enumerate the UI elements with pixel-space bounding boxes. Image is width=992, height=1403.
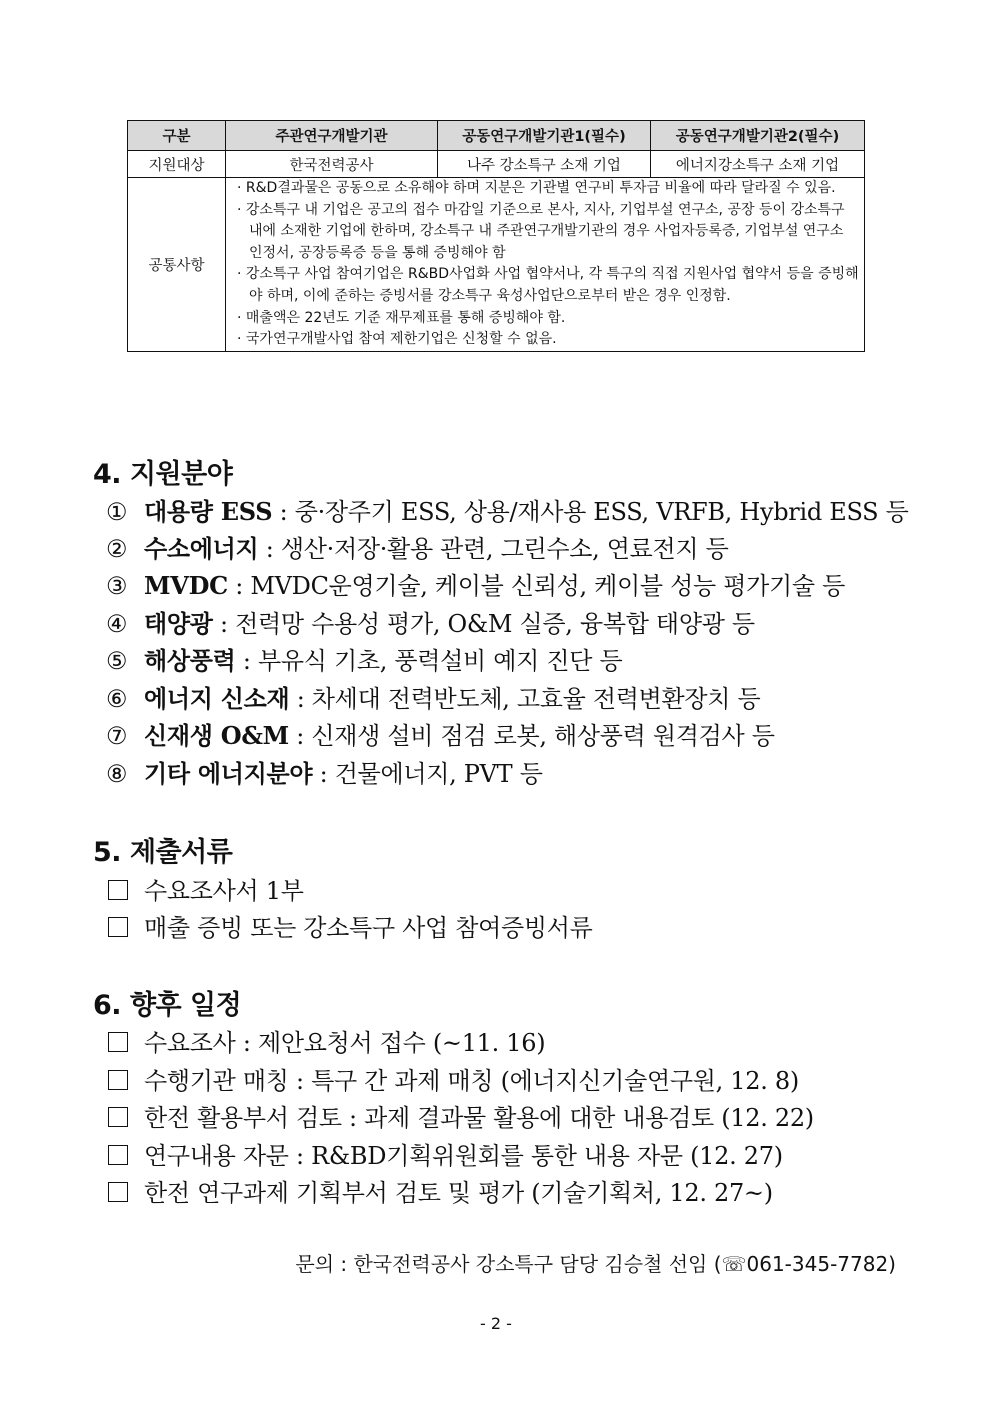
item-desc: : MVDC운영기술, 케이블 신뢰성, 케이블 성능 평가기술 등: [227, 572, 845, 600]
table-header-row: [128, 121, 865, 151]
table-row: [128, 178, 865, 352]
checkbox-icon: [108, 1182, 128, 1202]
list-item: [106, 754, 543, 789]
checklist-text: 한전 연구과제 기획부서 검토 및 평가 (기술기획처, 12. 27~): [144, 1179, 773, 1207]
checklist-text: 한전 활용부서 검토 : 과제 결과물 활용에 대한 내용검토 (12. 22): [144, 1104, 814, 1132]
note-item: · 매출액은 22년도 기준 재무제표를 통해 증빙해야 함.: [237, 309, 566, 326]
note-item: · R&D결과물은 공동으로 소유해야 하며 지분은 기관별 연구비 투자금 비율에 따라 달라질 수 있음.: [237, 180, 836, 196]
item-desc: : 부유식 기초, 풍력설비 예지 진단 등: [235, 647, 623, 675]
checklist-text: 수행기관 매칭 : 특구 간 과제 매칭 (에너지신기술연구원, 12. 8): [144, 1067, 799, 1095]
table-header-cell: 주관연구개발기관: [226, 121, 438, 151]
checkbox-icon: [108, 880, 128, 900]
section-5-heading: 5. 제출서류: [93, 837, 233, 868]
contact-info: 문의 : 한국전력공사 강소특구 담당 김승철 선임 (☏061-345-7782): [295, 1252, 896, 1276]
item-number: ①: [106, 498, 128, 526]
page-number: - 2 -: [480, 1314, 512, 1333]
table-header-cell: 공동연구개발기관1(필수): [438, 121, 651, 151]
note-item: · 강소특구 사업 참여기업은 R&BD사업화 사업 협약서나, 각 특구의 직접 지원사업 협약서 등을 증빙해야 하며, 이에 준하는 증빙서를 강소특구 육성사업단으로부터 받은 경우 인정함.: [237, 266, 859, 304]
checkbox-icon: [108, 1070, 128, 1090]
table-cell: 나주 강소특구 소재 기업: [438, 151, 651, 178]
note-item: · 강소특구 내 기업은 공고의 접수 마감일 기준으로 본사, 지사, 기업부설 연구소, 공장 등이 강소특구 내에 소재한 기업에 한하며, 강소특구 내 주관연구개발기관의 경우 사업자등록증, 기업부설 연구소 인정서, 공장등록증 등을 통해 증빙해야 함: [237, 201, 845, 261]
checklist-item: [108, 1136, 783, 1171]
list-item: [106, 716, 775, 751]
item-name: 에너지 신소재: [144, 684, 290, 713]
table-cell: 에너지강소특구 소재 기업: [651, 151, 865, 178]
checklist-text: 수요조사서 1부: [144, 877, 304, 905]
item-number: ⑥: [106, 685, 128, 713]
item-name: 수소에너지: [144, 534, 259, 563]
list-item: [106, 529, 729, 564]
checklist-item: [108, 1173, 773, 1208]
table-header-cell: 공동연구개발기관2(필수): [651, 121, 865, 151]
common-notes: [226, 178, 865, 352]
table-cell: 한국전력공사: [226, 151, 438, 178]
list-item: [106, 492, 909, 527]
item-number: ③: [106, 572, 128, 600]
item-number: ④: [106, 610, 128, 638]
checkbox-icon: [108, 917, 128, 937]
item-name: MVDC: [144, 571, 228, 600]
table-header-cell: 구분: [128, 121, 226, 151]
checkbox-icon: [108, 1032, 128, 1052]
item-number: ⑧: [106, 760, 128, 788]
item-desc: : 차세대 전력반도체, 고효율 전력변환장치 등: [289, 685, 761, 713]
item-desc: : 중·장주기 ESS, 상용/재사용 ESS, VRFB, Hybrid ESS 등: [272, 498, 909, 526]
checklist-item: [108, 1023, 545, 1058]
item-desc: : 생산·저장·활용 관련, 그린수소, 연료전지 등: [258, 535, 729, 563]
checklist-item: [108, 908, 593, 943]
checklist-text: 수요조사 : 제안요청서 접수 (~11. 16): [144, 1029, 546, 1057]
item-name: 해상풍력: [144, 646, 236, 675]
list-item: [106, 679, 760, 714]
list-item: [106, 641, 622, 676]
item-number: ②: [106, 535, 128, 563]
list-item: [106, 566, 845, 601]
note-item: · 국가연구개발사업 참여 제한기업은 신청할 수 없음.: [237, 331, 557, 348]
item-name: 태양광: [144, 609, 213, 638]
eligibility-table: [127, 120, 865, 352]
row-label: 지원대상: [128, 151, 226, 178]
checkbox-icon: [108, 1107, 128, 1127]
item-desc: : 전력망 수용성 평가, O&M 실증, 융복합 태양광 등: [212, 610, 755, 638]
item-name: 신재생 O&M: [144, 721, 289, 750]
checklist-text: 매출 증빙 또는 강소특구 사업 참여증빙서류: [144, 914, 593, 942]
row-label: 공통사항: [128, 178, 226, 352]
item-desc: : 건물에너지, PVT 등: [312, 760, 543, 788]
item-name: 대용량 ESS: [144, 497, 273, 526]
section-6-heading: 6. 향후 일정: [93, 990, 242, 1021]
checklist-item: [108, 1061, 799, 1096]
item-name: 기타 에너지분야: [144, 759, 313, 788]
table-row: [128, 151, 865, 178]
item-number: ⑤: [106, 647, 128, 675]
section-4-heading: 4. 지원분야: [93, 459, 233, 490]
list-item: [106, 604, 755, 639]
checklist-item: [108, 1098, 814, 1133]
item-desc: : 신재생 설비 점검 로봇, 해상풍력 원격검사 등: [288, 722, 775, 750]
checklist-item: [108, 871, 304, 906]
item-number: ⑦: [106, 722, 128, 750]
checklist-text: 연구내용 자문 : R&BD기획위원회를 통한 내용 자문 (12. 27): [144, 1142, 783, 1170]
checkbox-icon: [108, 1145, 128, 1165]
